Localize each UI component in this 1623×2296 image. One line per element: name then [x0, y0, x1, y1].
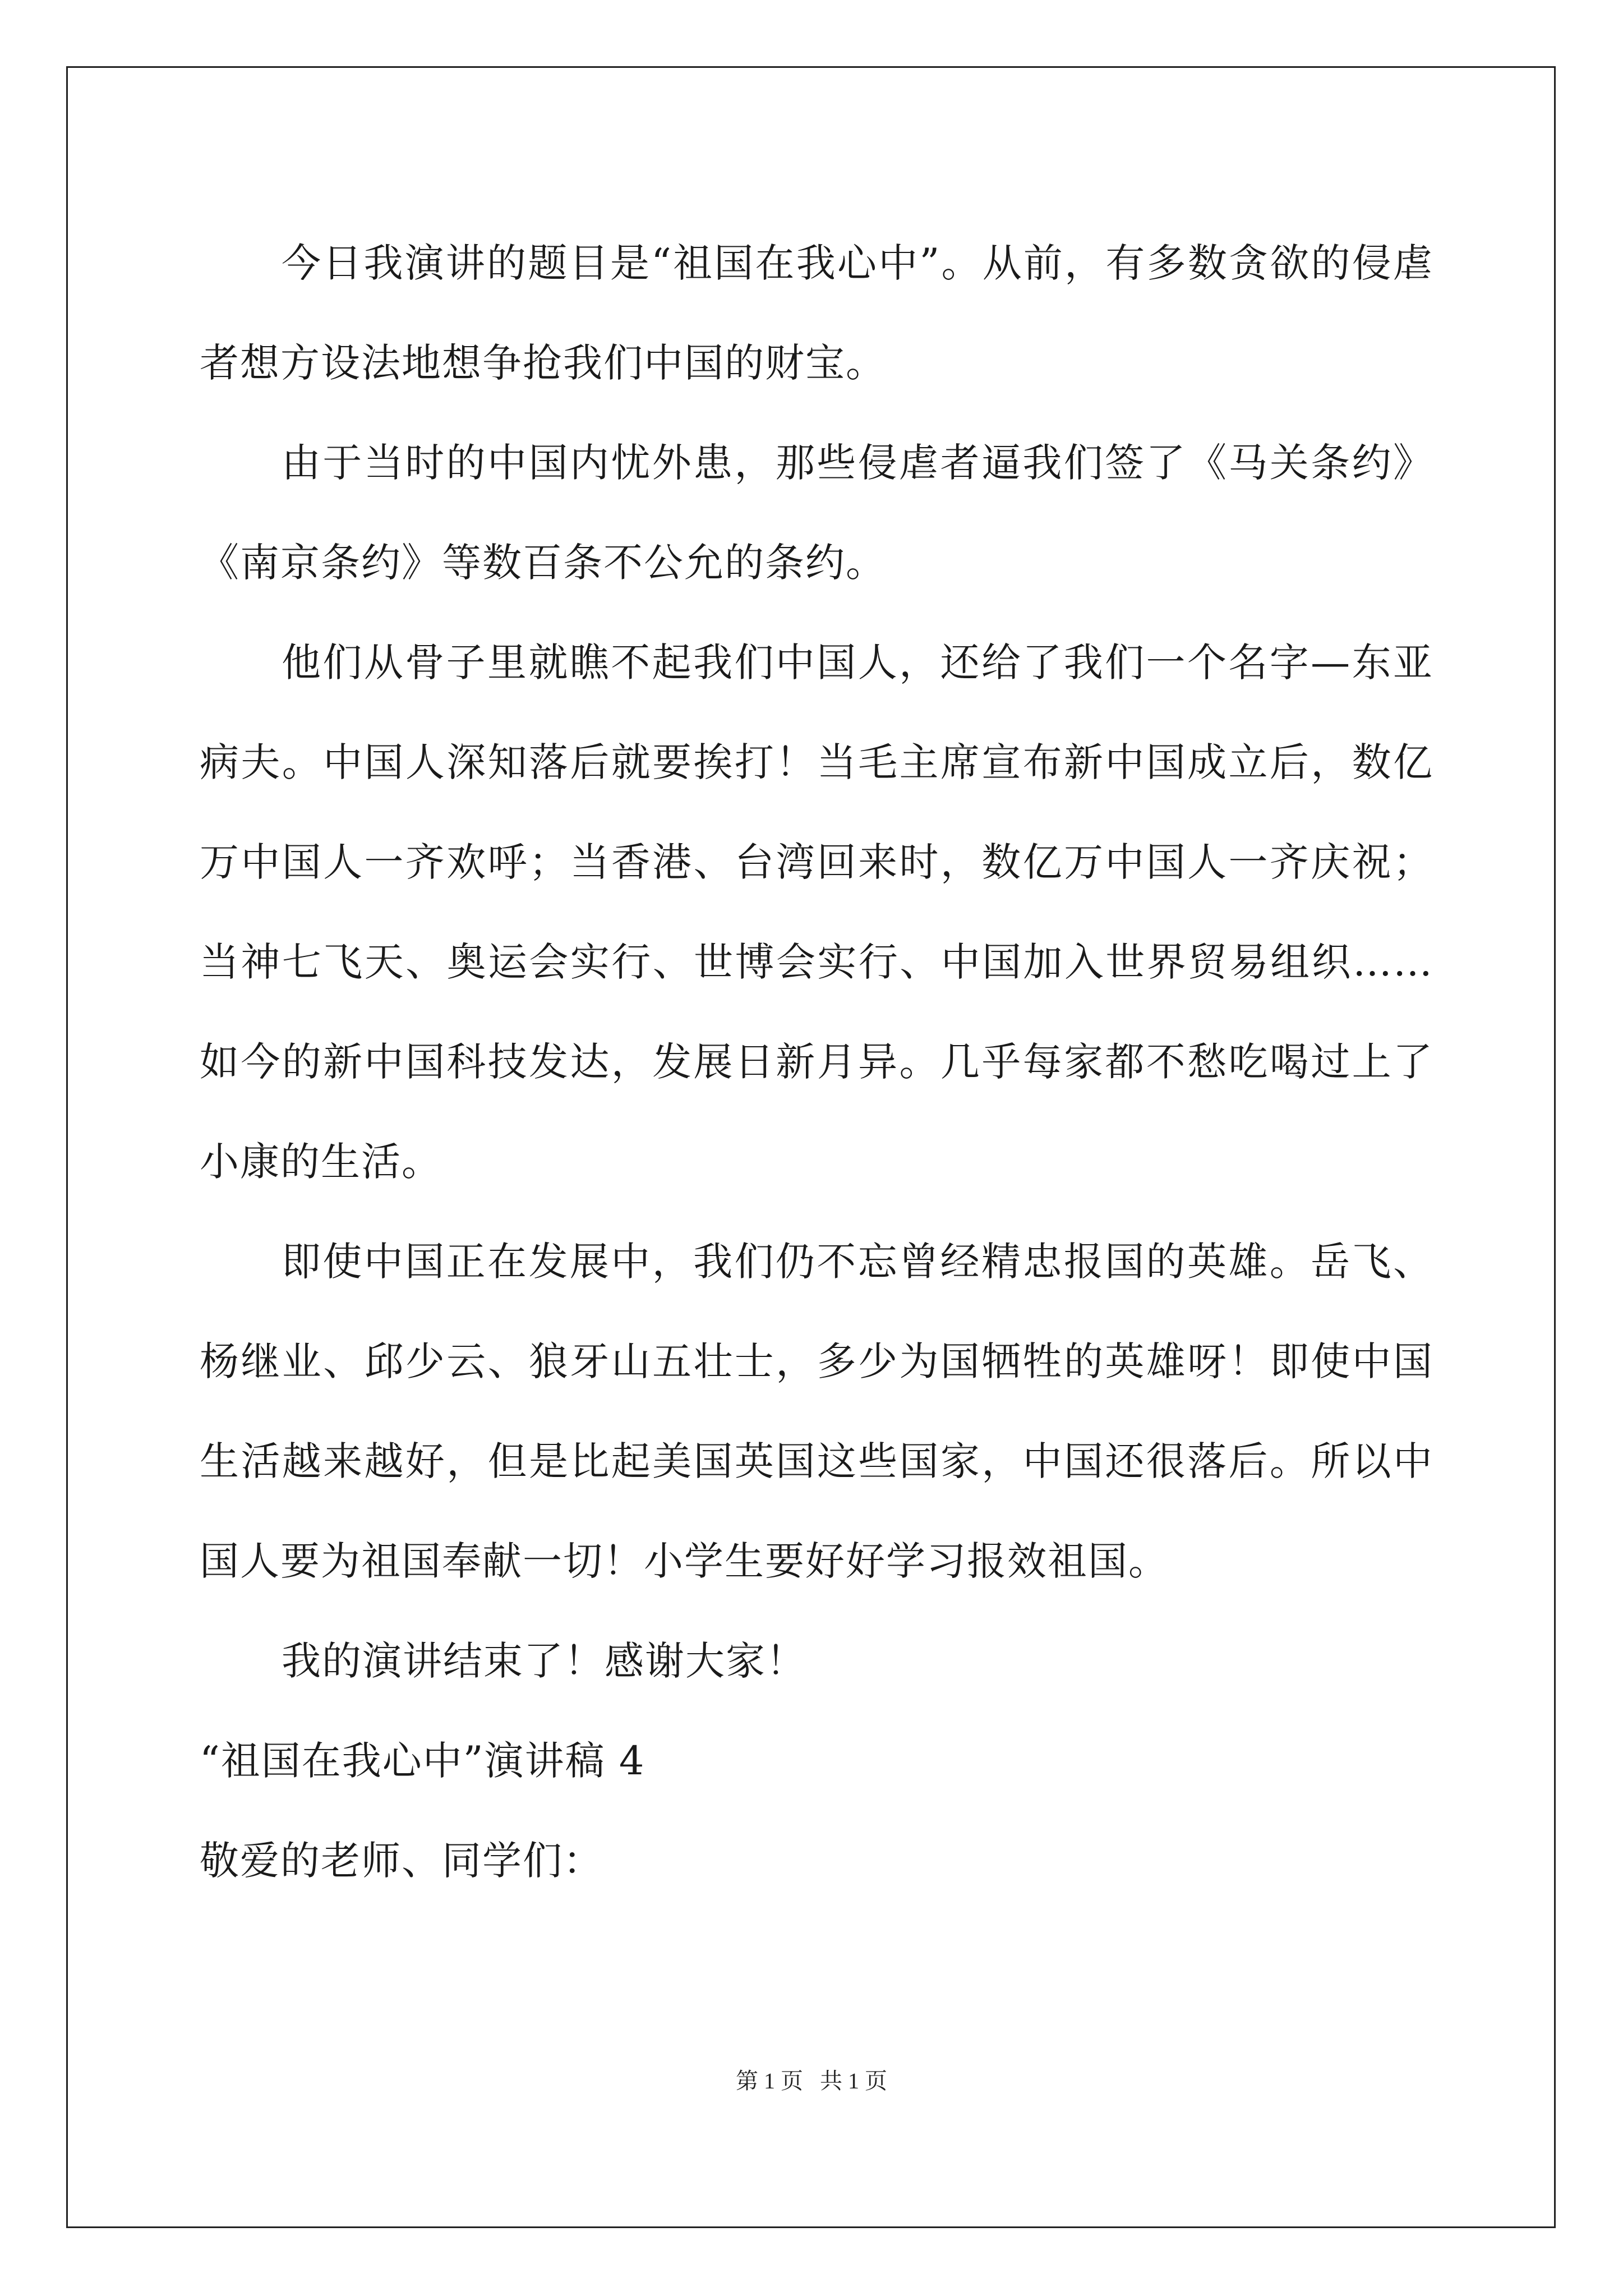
paragraph-4: 即使中国正在发展中，我们仍不忘曾经精忠报国的英雄。岳飞、杨继业、邱少云、狼牙山五壮士，多少为国牺牲的英雄呀！即使中国生活越来越好，但是比起美国英国这些国家，中国还很落后。所以中国人要为祖国奉献一切！小学生要好好学习报效祖国。 — [200, 1239, 1433, 1584]
paragraph-3: 他们从骨子里就瞧不起我们中国人，还给了我们一个名字—东亚病夫。中国人深知落后就要挨打！当毛主席宣布新中国成立后，数亿万中国人一齐欢呼；当香港、台湾回来时，数亿万中国人一齐庆祝；当神七飞天、奥运会实行、世博会实行、中国加入世界贸易组织……如今的新中国科技发达，发展日新月异。几乎每家都不愁吃喝过上了小康的生活。 — [200, 639, 1433, 1185]
page-total: 共 1 页 — [820, 2068, 887, 2093]
salutation: 敬爱的老师、同学们： — [200, 1838, 603, 1884]
paragraph-2: 由于当时的中国内忧外患，那些侵虐者逼我们签了《马关条约》《南京条约》等数百条不公允的条约。 — [200, 440, 1433, 586]
document-body — [200, 213, 1433, 1911]
page-number: 第 1 页 — [736, 2068, 803, 2093]
section-title: “祖国在我心中”演讲稿 4 — [200, 1738, 645, 1784]
page-footer — [0, 2063, 1623, 2095]
paragraph-5: 我的演讲结束了！感谢大家！ — [282, 1638, 806, 1684]
paragraph-1: 今日我演讲的题目是“祖国在我心中”。从前，有多数贪欲的侵虐者想方设法地想争抢我们中国的财宝。 — [200, 240, 1433, 386]
